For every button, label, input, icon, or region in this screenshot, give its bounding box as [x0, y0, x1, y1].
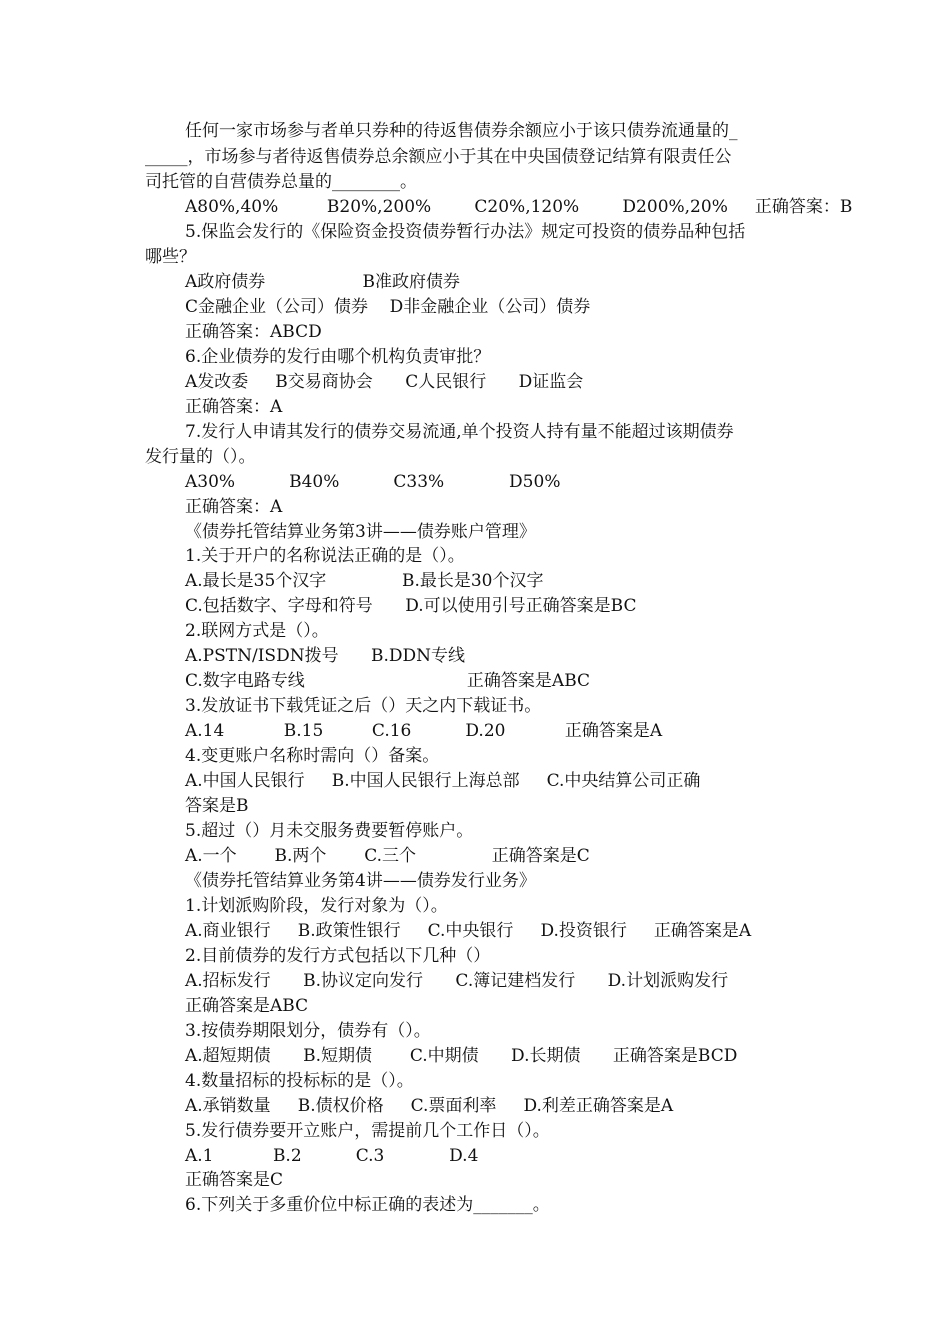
text-line: 正确答案是C	[185, 1170, 284, 1190]
text-line: A政府债券 B准政府债券	[185, 272, 461, 292]
text-line: 5.保监会发行的《保险资金投资债券暂行办法》规定可投资的债券品种包括	[185, 222, 746, 242]
text-line: A.承销数量 B.债权价格 C.票面利率 D.利差正确答案是A	[185, 1096, 674, 1116]
text-line: 1.关于开户的名称说法正确的是（）。	[185, 546, 465, 566]
text-line: 答案是B	[185, 796, 249, 816]
text-line: A.商业银行 B.政策性银行 C.中央银行 D.投资银行 正确答案是A	[185, 921, 752, 941]
text-line: A发改委 B交易商协会 C人民银行 D证监会	[185, 372, 584, 392]
text-line: 正确答案是ABC	[185, 996, 309, 1016]
text-line: 7.发行人申请其发行的债券交易流通,单个投资人持有量不能超过该期债券	[185, 422, 734, 442]
text-line: 正确答案：A	[185, 397, 283, 417]
text-line: A.中国人民银行 B.中国人民银行上海总部 C.中央结算公司正确	[185, 771, 701, 791]
text-line: 任何一家市场参与者单只券种的待返售债券余额应小于该只债券流通量的_	[185, 121, 738, 141]
text-line: 哪些？	[145, 247, 196, 267]
text-line: 正确答案：ABCD	[185, 322, 322, 342]
text-line: A.1 B.2 C.3 D.4	[185, 1146, 479, 1166]
text-line: A.最长是35个汉字 B.最长是30个汉字	[185, 571, 544, 591]
text-line: 4.数量招标的投标标的是（）。	[185, 1071, 414, 1091]
text-line: 5.超过（）月未交服务费要暂停账户。	[185, 821, 474, 841]
text-line: C.数字电路专线 正确答案是ABC	[185, 671, 591, 691]
text-line: A.一个 B.两个 C.三个 正确答案是C	[185, 846, 590, 866]
text-line: A.14 B.15 C.16 D.20 正确答案是A	[185, 721, 663, 741]
text-line: 6.企业债券的发行由哪个机构负责审批？	[185, 347, 491, 367]
text-line: 发行量的（）。	[145, 447, 256, 467]
text-line: 6.下列关于多重价位中标正确的表述为_______。	[185, 1195, 550, 1215]
text-line: 5.发行债券要开立账户，需提前几个工作日（）。	[185, 1121, 550, 1141]
text-line: 《债券托管结算业务第3讲——债券账户管理》	[185, 522, 536, 542]
text-line: 2.联网方式是（）。	[185, 621, 329, 641]
text-line: A30% B40% C33% D50%	[185, 472, 561, 492]
text-line: 3.按债券期限划分，债券有（）。	[185, 1021, 431, 1041]
text-line: 《债券托管结算业务第4讲——债券发行业务》	[185, 871, 536, 891]
text-line: A.招标发行 B.协议定向发行 C.簿记建档发行 D.计划派购发行	[185, 971, 729, 991]
text-line: C金融企业（公司）债券 D非金融企业（公司）债券	[185, 297, 591, 317]
text-line: 1.计划派购阶段，发行对象为（）。	[185, 896, 448, 916]
text-line: 正确答案：A	[185, 497, 283, 517]
text-line: A.PSTN/ISDN拨号 B.DDN专线	[185, 646, 466, 666]
text-line: _____，市场参与者待返售债券总余额应小于其在中央国债登记结算有限责任公	[145, 147, 732, 167]
text-line: 司托管的自营债券总量的________。	[145, 172, 417, 192]
text-line: 2.目前债券的发行方式包括以下几种（）	[185, 946, 491, 966]
text-line: 3.发放证书下载凭证之后（）天之内下载证书。	[185, 696, 542, 716]
text-line: C.包括数字、字母和符号 D.可以使用引号正确答案是BC	[185, 596, 637, 616]
text-line: A.超短期债 B.短期债 C.中期债 D.长期债 正确答案是BCD	[185, 1046, 738, 1066]
text-line: 4.变更账户名称时需向（）备案。	[185, 746, 440, 766]
text-line: A80%,40% B20%,200% C20%,120% D200%,20% 正确答案：B	[185, 197, 853, 217]
